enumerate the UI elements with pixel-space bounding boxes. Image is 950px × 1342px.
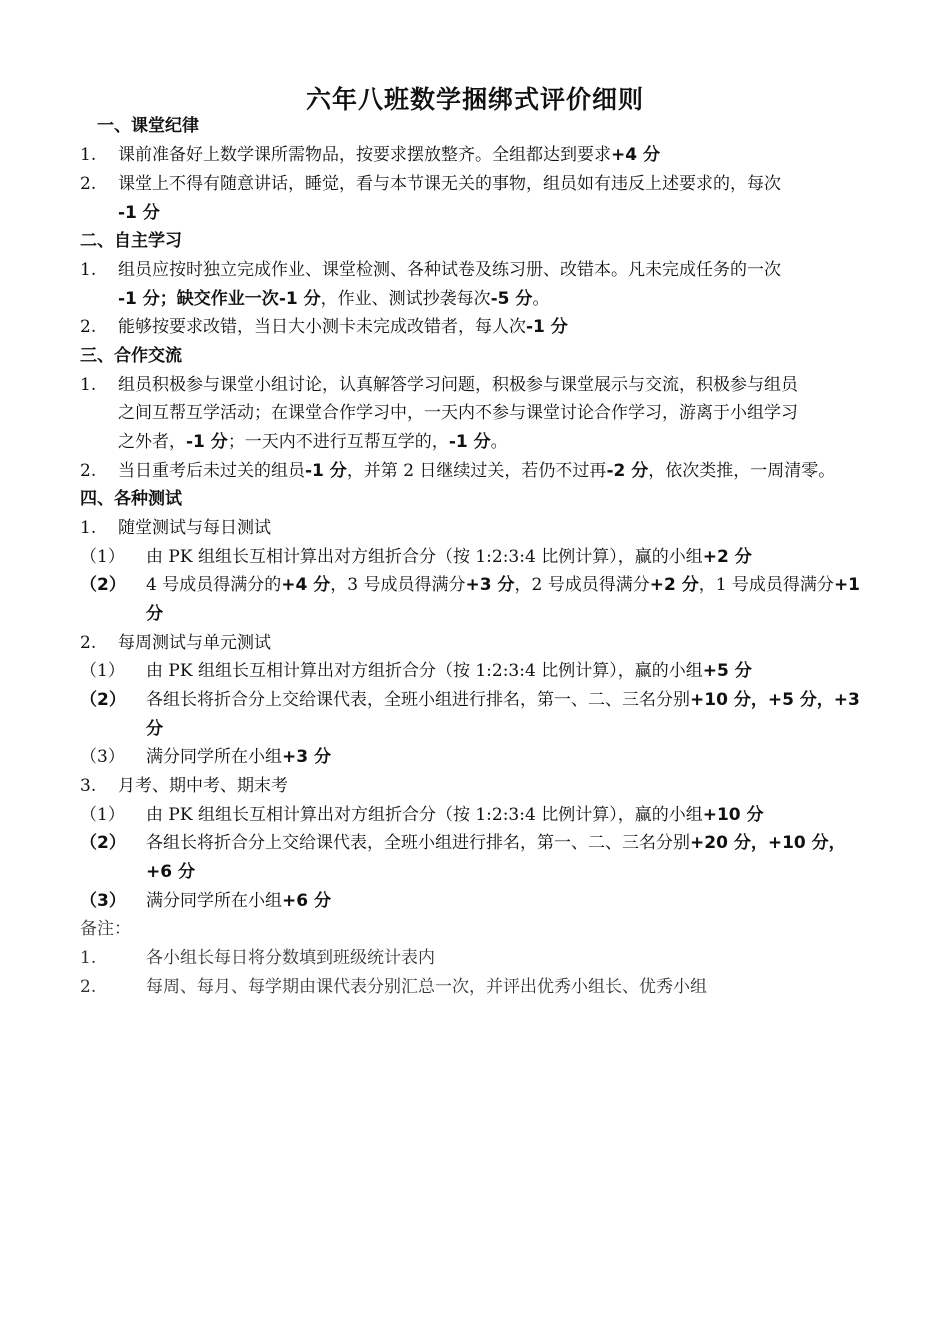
item-number: 1. bbox=[80, 518, 97, 538]
item-text: 每周、每月、每学期由课代表分别汇总一次，并评出优秀小组长、优秀小组 bbox=[146, 977, 707, 997]
score-text: +6 分 bbox=[282, 891, 331, 911]
item-number: 2. bbox=[80, 633, 97, 653]
notes-heading: 备注： bbox=[80, 919, 131, 939]
item-number: （2） bbox=[80, 690, 126, 710]
item-text: 各组长将折合分上交给课代表，全班小组进行排名，第一、二、三名分别 bbox=[146, 690, 690, 710]
score-text: -1 分 bbox=[448, 432, 491, 452]
item-number: （1） bbox=[80, 805, 125, 825]
item-text: ，依次类推，一周清零。 bbox=[648, 461, 836, 481]
score-text: -5 分 bbox=[490, 289, 533, 309]
list-item bbox=[80, 657, 880, 686]
item-text: 。 bbox=[532, 289, 550, 309]
score-text: +1 bbox=[833, 575, 861, 595]
item-text: 4 号成员得满分的 bbox=[146, 575, 282, 595]
item-text: 课堂上不得有随意讲话，睡觉，看与本节课无关的事物，组员如有违反上述要求的，每次 bbox=[118, 174, 781, 194]
item-text: 由 PK 组组长互相计算出对方组折合分（按 1:2:3:4 比例计算），赢的小组 bbox=[146, 547, 703, 567]
item-text: 由 PK 组组长互相计算出对方组折合分（按 1:2:3:4 比例计算），赢的小组 bbox=[146, 805, 703, 825]
item-text: 组员积极参与课堂小组讨论，认真解答学习问题，积极参与课堂展示与交流，积极参与组员 bbox=[118, 375, 798, 395]
subsection-label: 随堂测试与每日测试 bbox=[118, 518, 271, 538]
item-text: ，1 号成员得满分 bbox=[698, 575, 834, 595]
item-number: （3） bbox=[80, 891, 126, 911]
subsection-label: 每周测试与单元测试 bbox=[118, 633, 271, 653]
list-item bbox=[80, 973, 880, 1002]
subsection-heading bbox=[80, 772, 880, 801]
item-text: ，并第 2 日继续过关，若仍不过再 bbox=[346, 461, 607, 481]
item-number: （1） bbox=[80, 661, 125, 681]
item-text: 之间互帮互学活动；在课堂合作学习中，一天内不参与课堂讨论合作学习，游离于小组学习 bbox=[118, 403, 798, 423]
item-text: 由 PK 组组长互相计算出对方组折合分（按 1:2:3:4 比例计算），赢的小组 bbox=[146, 661, 703, 681]
score-text: -1 分 bbox=[118, 203, 160, 223]
item-number: 2. bbox=[80, 174, 97, 194]
section-heading-discipline: 一、课堂纪律 bbox=[97, 116, 199, 136]
score-text: +4 分 bbox=[281, 575, 331, 595]
item-text: 当日重考后未过关的组员 bbox=[118, 461, 305, 481]
score-text: +3 分 bbox=[282, 747, 331, 767]
score-text: +20 分，+10 分， bbox=[690, 833, 846, 853]
score-text: -1 分 bbox=[186, 432, 228, 452]
list-item bbox=[80, 887, 880, 916]
item-text: 各组长将折合分上交给课代表，全班小组进行排名，第一、二、三名分别 bbox=[146, 833, 690, 853]
list-item bbox=[80, 801, 880, 830]
section-heading-cooperation: 三、合作交流 bbox=[80, 346, 182, 366]
item-number: 1. bbox=[80, 260, 97, 280]
score-text: +2 分 bbox=[649, 575, 699, 595]
score-text: +10 分，+5 分，+3 bbox=[690, 690, 860, 710]
item-number: 1. bbox=[80, 948, 97, 968]
subsection-heading bbox=[80, 514, 880, 543]
list-item-continuation bbox=[80, 428, 918, 457]
score-text: -2 分 bbox=[606, 461, 649, 481]
list-item bbox=[80, 170, 880, 199]
item-text: 各小组长每日将分数填到班级统计表内 bbox=[146, 948, 435, 968]
item-text: 满分同学所在小组 bbox=[146, 891, 282, 911]
item-text: ，2 号成员得满分 bbox=[514, 575, 650, 595]
document-title: 六年八班数学捆绑式评价细则 bbox=[305, 85, 644, 114]
item-text: 组员应按时独立完成作业、课堂检测、各种试卷及练习册、改错本。凡未完成任务的一次 bbox=[118, 260, 781, 280]
list-item bbox=[80, 141, 880, 170]
item-text: 满分同学所在小组 bbox=[146, 747, 282, 767]
list-item bbox=[80, 686, 880, 715]
item-text: ，作业、测试抄袭每次 bbox=[320, 289, 491, 309]
score-text: 分 bbox=[146, 719, 163, 739]
item-text: 之外者， bbox=[118, 432, 186, 452]
item-text: ，3 号成员得满分 bbox=[330, 575, 466, 595]
subsection-label: 月考、期中考、期末考 bbox=[118, 776, 288, 796]
score-text: +10 分 bbox=[702, 805, 764, 825]
list-item bbox=[80, 829, 880, 858]
list-item bbox=[80, 571, 880, 600]
item-number: （1） bbox=[80, 547, 125, 567]
item-number: 2. bbox=[80, 977, 97, 997]
score-text: -1 分 bbox=[305, 461, 347, 481]
list-item bbox=[80, 543, 880, 572]
section-heading-tests: 四、各种测试 bbox=[80, 489, 182, 509]
item-number: 2. bbox=[80, 317, 97, 337]
list-item bbox=[80, 457, 880, 486]
list-item-continuation bbox=[80, 285, 918, 314]
item-number: 2. bbox=[80, 461, 97, 481]
list-item bbox=[80, 743, 880, 772]
list-item bbox=[80, 944, 880, 973]
list-item bbox=[80, 313, 880, 342]
score-text: -1 分；缺交作业一次 bbox=[118, 289, 279, 309]
item-number: 1. bbox=[80, 375, 97, 395]
list-item bbox=[80, 371, 880, 400]
score-text: +6 分 bbox=[146, 862, 195, 882]
score-text: 分 bbox=[146, 604, 163, 624]
score-text: +4 分 bbox=[611, 145, 660, 165]
item-number: （2） bbox=[80, 833, 126, 853]
item-text: 。 bbox=[490, 432, 508, 452]
score-text: -1 分 bbox=[526, 317, 568, 337]
score-text: +3 分 bbox=[465, 575, 515, 595]
score-text: +2 分 bbox=[702, 547, 752, 567]
subsection-heading bbox=[80, 629, 880, 658]
item-number: 3. bbox=[80, 776, 97, 796]
item-text: 能够按要求改错，当日大小测卡未完成改错者，每人次 bbox=[118, 317, 526, 337]
item-text: ；一天内不进行互帮互学的， bbox=[227, 432, 449, 452]
score-text: -1 分 bbox=[278, 289, 321, 309]
item-number: 1. bbox=[80, 145, 97, 165]
section-heading-self-study: 二、自主学习 bbox=[80, 231, 182, 251]
list-item bbox=[80, 256, 880, 285]
item-number: （3） bbox=[80, 747, 125, 767]
item-text: 课前准备好上数学课所需物品，按要求摆放整齐。全组都达到要求 bbox=[118, 145, 611, 165]
item-number: （2） bbox=[80, 575, 126, 595]
score-text: +5 分 bbox=[702, 661, 752, 681]
